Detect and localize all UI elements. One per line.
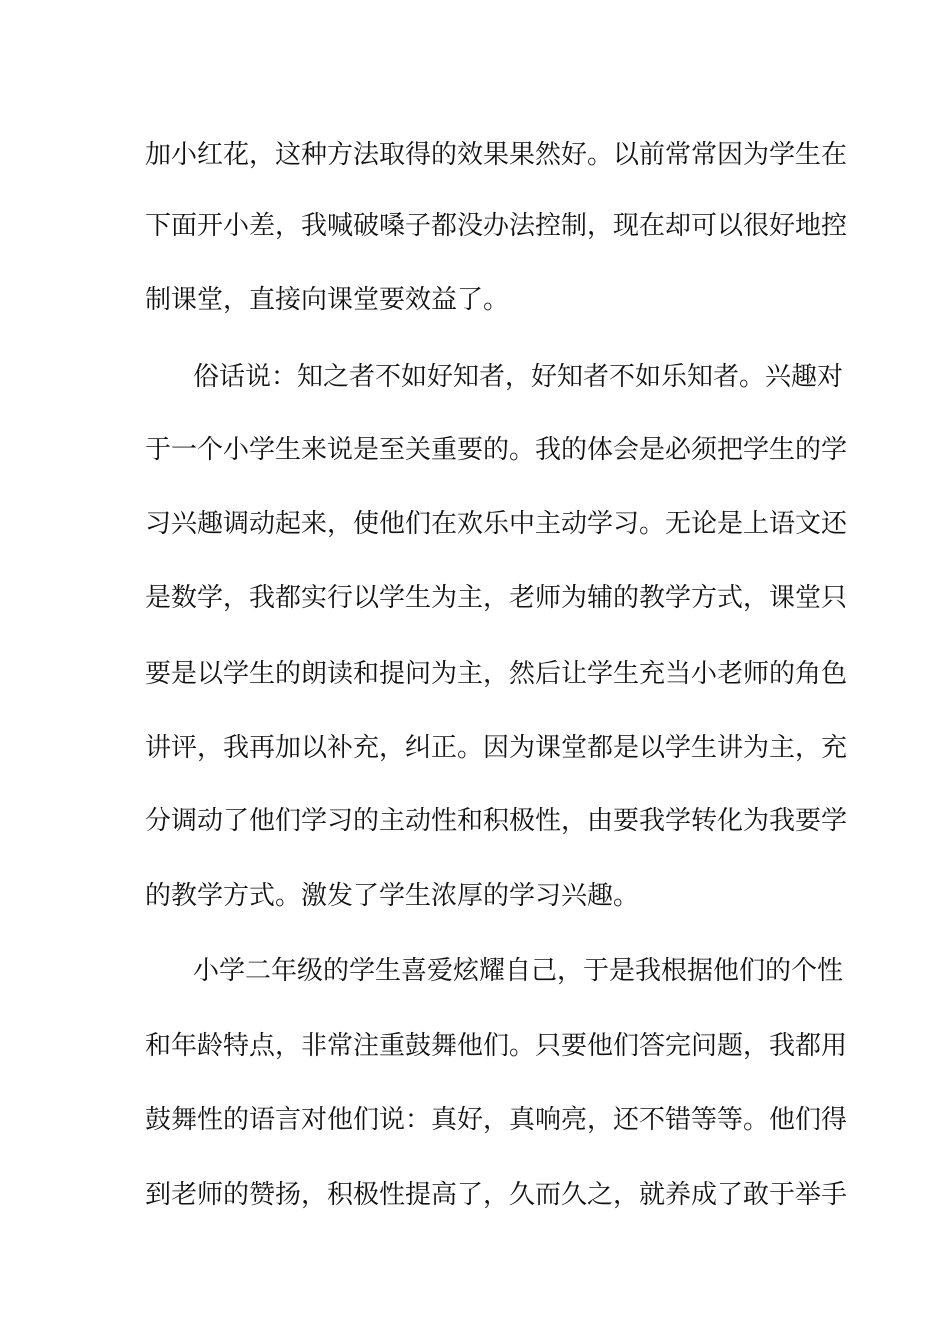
text-line: 是数学，我都实行以学生为主，老师为辅的教学方式，课堂只 <box>145 583 848 613</box>
text-line: 于一个小学生来说是至关重要的。我的体会是必须把学生的学 <box>145 435 848 465</box>
paragraph-first-line: 俗话说：知之者不如好知者，好知者不如乐知者。兴趣对 <box>193 362 844 392</box>
text-line: 制课堂，直接向课堂要效益了。 <box>145 285 510 315</box>
text-line: 到老师的赞扬，积极性提高了，久而久之，就养成了敢于举手 <box>145 1180 848 1210</box>
text-line: 和年龄特点，非常注重鼓舞他们。只要他们答完问题，我都用 <box>145 1031 848 1061</box>
text-line: 要是以学生的朗读和提问为主，然后让学生充当小老师的角色 <box>145 659 848 689</box>
paragraph-first-line: 小学二年级的学生喜爱炫耀自己，于是我根据他们的个性 <box>193 956 844 986</box>
text-line: 讲评，我再加以补充，纠正。因为课堂都是以学生讲为主，充 <box>145 733 848 763</box>
text-line: 的教学方式。激发了学生浓厚的学习兴趣。 <box>145 881 640 911</box>
text-line: 加小红花，这种方法取得的效果果然好。以前常常因为学生在 <box>145 140 848 170</box>
text-line: 下面开小差，我喊破嗓子都没办法控制，现在却可以很好地控 <box>145 211 848 241</box>
text-line: 分调动了他们学习的主动性和积极性，由要我学转化为我要学 <box>145 806 848 836</box>
text-line: 鼓舞性的语言对他们说：真好，真响亮，还不错等等。他们得 <box>145 1105 848 1135</box>
text-line: 习兴趣调动起来，使他们在欢乐中主动学习。无论是上语文还 <box>145 509 848 539</box>
